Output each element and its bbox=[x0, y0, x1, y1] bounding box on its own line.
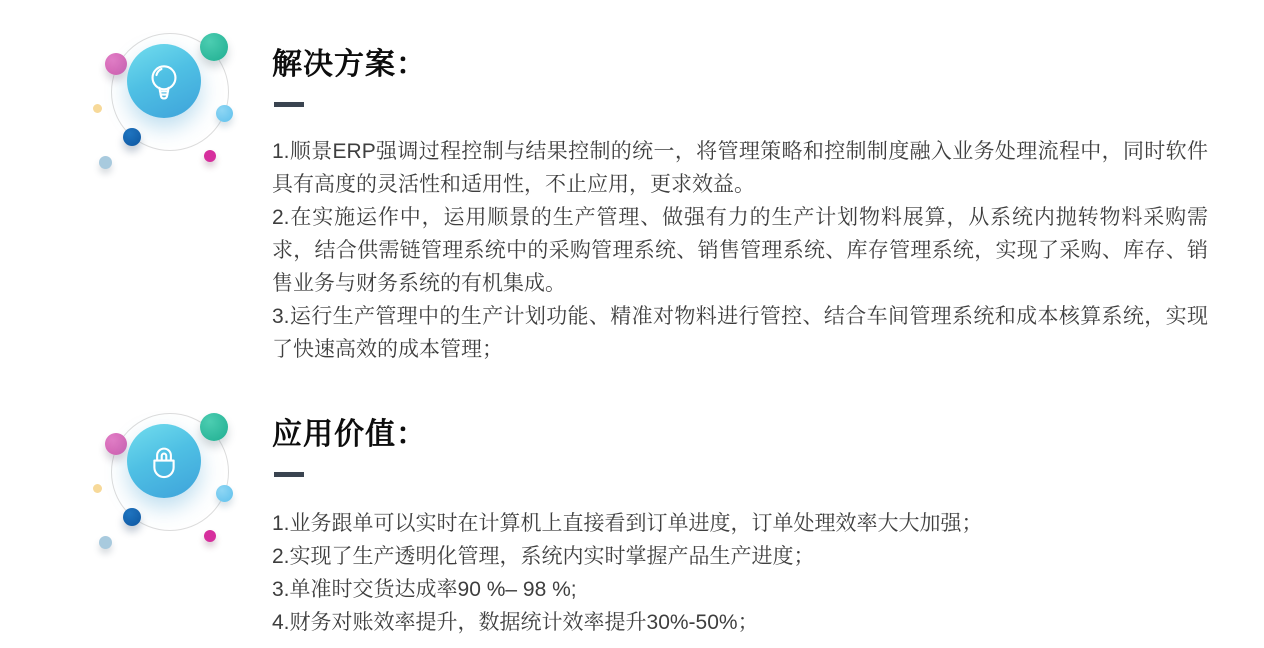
value-paragraphs bbox=[272, 507, 1208, 639]
decor-dot-teal bbox=[200, 33, 228, 61]
decor-dot-teal bbox=[200, 413, 228, 441]
solution-paragraph-2: 2.在实施运作中，运用顺景的生产管理、做强有力的生产计划物料展算，从系统内抛转物料采购需求，结合供需链管理系统中的采购管理系统、销售管理系统、库存管理系统，实现了采购、库存、销售业务与财务系统的有机集成。 bbox=[272, 206, 1208, 295]
decor-dot-pink bbox=[105, 53, 127, 75]
solution-paragraphs bbox=[272, 135, 1208, 366]
value-paragraph-3: 3.单准时交货达成率90 %– 98 %; bbox=[272, 578, 577, 601]
decor-dot-yellow bbox=[93, 484, 102, 493]
decor-dot-yellow bbox=[93, 104, 102, 113]
value-section bbox=[272, 417, 1208, 639]
decor-dot-light-blue bbox=[216, 105, 233, 122]
value-paragraph-2: 2.实现了生产透明化管理，系统内实时掌握产品生产进度； bbox=[272, 545, 815, 568]
value-paragraph-4: 4.财务对账效率提升，数据统计效率提升30%-50%； bbox=[272, 611, 759, 634]
solution-title: 解决方案： bbox=[272, 48, 427, 81]
decor-dot-dark-blue bbox=[123, 128, 141, 146]
solution-paragraph-3: 3.运行生产管理中的生产计划功能、精准对物料进行管控、结合车间管理系统和成本核算系统，实现了快速高效的成本管理； bbox=[272, 305, 1208, 361]
decor-dot-magenta bbox=[204, 530, 216, 542]
lightbulb-icon bbox=[142, 59, 186, 103]
decor-dot-light-blue bbox=[216, 485, 233, 502]
decor-dot-pale-blue bbox=[99, 156, 112, 169]
title-underline-dash bbox=[274, 102, 304, 107]
value-title: 应用价值： bbox=[272, 418, 427, 451]
solution-paragraph-1: 1.顺景ERP强调过程控制与结果控制的统一，将管理策略和控制制度融入业务处理流程中，同时软件具有高度的灵活性和适用性，不止应用，更求效益。 bbox=[272, 140, 1208, 196]
decor-dot-dark-blue bbox=[123, 508, 141, 526]
value-paragraph-1: 1.业务跟单可以实时在计算机上直接看到订单进度，订单处理效率大大加强； bbox=[272, 512, 983, 535]
value-icon-cluster bbox=[84, 394, 254, 569]
solution-icon-cluster bbox=[84, 14, 254, 189]
decor-dot-pink bbox=[105, 433, 127, 455]
decor-dot-pale-blue bbox=[99, 536, 112, 549]
solution-badge bbox=[127, 44, 201, 118]
value-badge bbox=[127, 424, 201, 498]
solution-section bbox=[272, 47, 1208, 366]
lock-icon bbox=[142, 439, 186, 483]
decor-dot-magenta bbox=[204, 150, 216, 162]
title-underline-dash bbox=[274, 472, 304, 477]
